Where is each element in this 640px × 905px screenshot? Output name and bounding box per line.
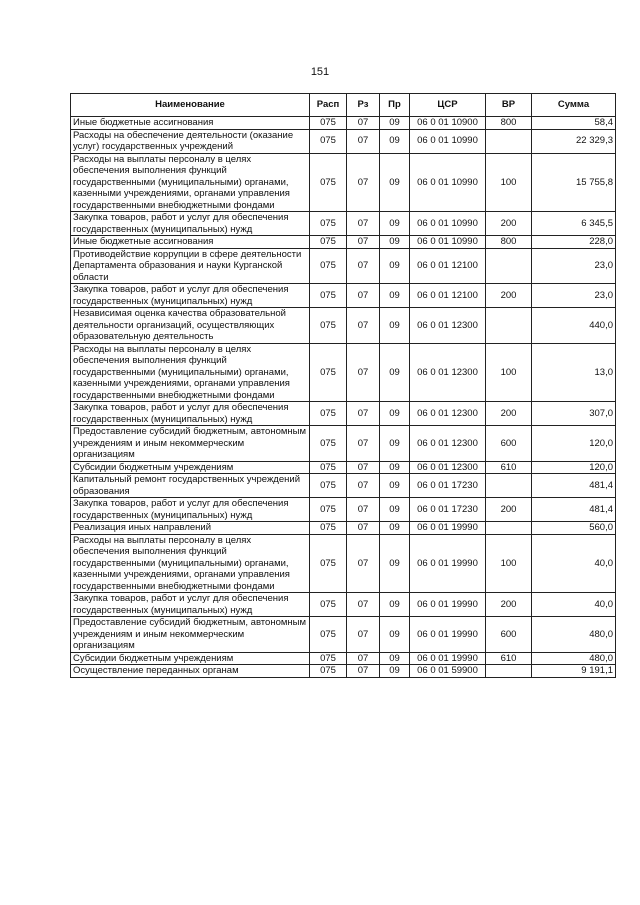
cell-csr: 06 0 01 12100	[410, 248, 486, 284]
cell-csr: 06 0 01 19990	[410, 652, 486, 665]
cell-pr: 09	[380, 534, 410, 593]
table-header-row	[71, 94, 616, 117]
cell-csr: 06 0 01 10990	[410, 153, 486, 212]
cell-vr	[486, 474, 532, 498]
cell-name: Расходы на выплаты персоналу в целях обеспечения выполнения функций государственными (муниципальными) органами, казенными учреждениями, органами управления государственными внебюджетными фондами	[71, 534, 310, 593]
cell-name: Иные бюджетные ассигнования	[71, 117, 310, 130]
cell-csr: 06 0 01 12300	[410, 402, 486, 426]
table-row	[71, 117, 616, 130]
cell-csr: 06 0 01 59900	[410, 665, 486, 678]
cell-pr: 09	[380, 343, 410, 402]
cell-sum: 13,0	[532, 343, 616, 402]
cell-rasp: 075	[310, 534, 347, 593]
cell-pr: 09	[380, 665, 410, 678]
cell-rz: 07	[347, 402, 380, 426]
table-row	[71, 652, 616, 665]
cell-pr: 09	[380, 248, 410, 284]
cell-rz: 07	[347, 522, 380, 535]
cell-pr: 09	[380, 284, 410, 308]
table-row	[71, 474, 616, 498]
cell-sum: 23,0	[532, 284, 616, 308]
header-vr: ВР	[486, 94, 532, 117]
cell-csr: 06 0 01 17230	[410, 498, 486, 522]
cell-rasp: 075	[310, 343, 347, 402]
cell-sum: 480,0	[532, 617, 616, 653]
cell-sum: 23,0	[532, 248, 616, 284]
cell-rasp: 075	[310, 129, 347, 153]
cell-sum: 22 329,3	[532, 129, 616, 153]
cell-csr: 06 0 01 19990	[410, 593, 486, 617]
table-row	[71, 236, 616, 249]
cell-rasp: 075	[310, 153, 347, 212]
cell-rz: 07	[347, 652, 380, 665]
table-row	[71, 593, 616, 617]
cell-vr: 100	[486, 534, 532, 593]
cell-name: Закупка товаров, работ и услуг для обеспечения государственных (муниципальных) нужд	[71, 498, 310, 522]
cell-name: Расходы на выплаты персоналу в целях обеспечения выполнения функций государственными (муниципальными) органами, казенными учреждениями, органами управления государственными внебюджетными фондами	[71, 153, 310, 212]
cell-vr: 800	[486, 117, 532, 130]
header-name: Наименование	[71, 94, 310, 117]
cell-csr: 06 0 01 10900	[410, 117, 486, 130]
cell-rasp: 075	[310, 284, 347, 308]
cell-vr	[486, 665, 532, 678]
cell-name: Предоставление субсидий бюджетным, автономным учреждениям и иным некоммерческим организациям	[71, 617, 310, 653]
table-row	[71, 498, 616, 522]
cell-sum: 480,0	[532, 652, 616, 665]
cell-rz: 07	[347, 284, 380, 308]
cell-rz: 07	[347, 248, 380, 284]
cell-pr: 09	[380, 426, 410, 462]
cell-csr: 06 0 01 12300	[410, 308, 486, 344]
cell-rasp: 075	[310, 426, 347, 462]
cell-pr: 09	[380, 617, 410, 653]
cell-csr: 06 0 01 12300	[410, 426, 486, 462]
cell-vr	[486, 248, 532, 284]
cell-name: Расходы на обеспечение деятельности (оказание услуг) государственных учреждений	[71, 129, 310, 153]
cell-sum: 481,4	[532, 474, 616, 498]
cell-csr: 06 0 01 10990	[410, 129, 486, 153]
cell-rz: 07	[347, 117, 380, 130]
header-rz: Рз	[347, 94, 380, 117]
cell-name: Противодействие коррупции в сфере деятельности Департамента образования и науки Курганской области	[71, 248, 310, 284]
cell-sum: 481,4	[532, 498, 616, 522]
table-row	[71, 284, 616, 308]
table-row	[71, 343, 616, 402]
cell-vr: 610	[486, 461, 532, 474]
cell-rasp: 075	[310, 212, 347, 236]
table-row	[71, 129, 616, 153]
table-row	[71, 153, 616, 212]
cell-pr: 09	[380, 129, 410, 153]
cell-pr: 09	[380, 522, 410, 535]
table-row	[71, 402, 616, 426]
table-row	[71, 308, 616, 344]
cell-rz: 07	[347, 534, 380, 593]
cell-csr: 06 0 01 19990	[410, 534, 486, 593]
cell-vr: 200	[486, 402, 532, 426]
cell-sum: 9 191,1	[532, 665, 616, 678]
budget-table	[70, 93, 616, 678]
cell-pr: 09	[380, 474, 410, 498]
cell-rasp: 075	[310, 652, 347, 665]
cell-rasp: 075	[310, 665, 347, 678]
table-row	[71, 248, 616, 284]
cell-pr: 09	[380, 236, 410, 249]
cell-vr	[486, 522, 532, 535]
cell-pr: 09	[380, 212, 410, 236]
cell-rz: 07	[347, 665, 380, 678]
cell-csr: 06 0 01 19990	[410, 617, 486, 653]
table-row	[71, 461, 616, 474]
cell-sum: 40,0	[532, 593, 616, 617]
cell-rasp: 075	[310, 402, 347, 426]
cell-rasp: 075	[310, 308, 347, 344]
cell-vr: 100	[486, 153, 532, 212]
cell-sum: 40,0	[532, 534, 616, 593]
cell-rz: 07	[347, 236, 380, 249]
cell-pr: 09	[380, 498, 410, 522]
table-row	[71, 665, 616, 678]
header-pr: Пр	[380, 94, 410, 117]
cell-sum: 307,0	[532, 402, 616, 426]
cell-pr: 09	[380, 153, 410, 212]
table-row	[71, 212, 616, 236]
header-csr: ЦСР	[410, 94, 486, 117]
cell-vr: 200	[486, 498, 532, 522]
table-row	[71, 617, 616, 653]
cell-pr: 09	[380, 402, 410, 426]
table-row	[71, 522, 616, 535]
cell-csr: 06 0 01 12300	[410, 461, 486, 474]
cell-sum: 6 345,5	[532, 212, 616, 236]
cell-name: Закупка товаров, работ и услуг для обеспечения государственных (муниципальных) нужд	[71, 284, 310, 308]
cell-rz: 07	[347, 212, 380, 236]
cell-vr: 600	[486, 426, 532, 462]
cell-vr: 600	[486, 617, 532, 653]
cell-name: Реализация иных направлений	[71, 522, 310, 535]
cell-rz: 07	[347, 474, 380, 498]
cell-name: Предоставление субсидий бюджетным, автономным учреждениям и иным некоммерческим организациям	[71, 426, 310, 462]
page-number: 151	[310, 66, 330, 78]
header-rasp: Расп	[310, 94, 347, 117]
cell-rz: 07	[347, 129, 380, 153]
cell-sum: 560,0	[532, 522, 616, 535]
cell-csr: 06 0 01 12300	[410, 343, 486, 402]
cell-name: Независимая оценка качества образовательной деятельности организаций, осуществляющих образовательную деятельность	[71, 308, 310, 344]
cell-rz: 07	[347, 308, 380, 344]
cell-vr	[486, 308, 532, 344]
cell-rz: 07	[347, 461, 380, 474]
cell-rasp: 075	[310, 522, 347, 535]
table-row	[71, 534, 616, 593]
cell-rasp: 075	[310, 593, 347, 617]
cell-pr: 09	[380, 593, 410, 617]
cell-rasp: 075	[310, 248, 347, 284]
table-row	[71, 426, 616, 462]
cell-sum: 120,0	[532, 461, 616, 474]
cell-vr: 200	[486, 212, 532, 236]
cell-rasp: 075	[310, 236, 347, 249]
cell-name: Закупка товаров, работ и услуг для обеспечения государственных (муниципальных) нужд	[71, 212, 310, 236]
cell-name: Иные бюджетные ассигнования	[71, 236, 310, 249]
cell-sum: 228,0	[532, 236, 616, 249]
cell-name: Капитальный ремонт государственных учреждений образования	[71, 474, 310, 498]
cell-pr: 09	[380, 117, 410, 130]
cell-pr: 09	[380, 461, 410, 474]
header-sum: Сумма	[532, 94, 616, 117]
cell-pr: 09	[380, 652, 410, 665]
cell-vr	[486, 129, 532, 153]
cell-name: Субсидии бюджетным учреждениям	[71, 652, 310, 665]
cell-vr: 610	[486, 652, 532, 665]
cell-sum: 120,0	[532, 426, 616, 462]
cell-rz: 07	[347, 343, 380, 402]
cell-rz: 07	[347, 153, 380, 212]
cell-name: Расходы на выплаты персоналу в целях обеспечения выполнения функций государственными (муниципальными) органами, казенными учреждениями, органами управления государственными внебюджетными фондами	[71, 343, 310, 402]
cell-sum: 440,0	[532, 308, 616, 344]
cell-csr: 06 0 01 10990	[410, 236, 486, 249]
cell-csr: 06 0 01 19990	[410, 522, 486, 535]
cell-rasp: 075	[310, 498, 347, 522]
cell-csr: 06 0 01 12100	[410, 284, 486, 308]
cell-pr: 09	[380, 308, 410, 344]
cell-name: Закупка товаров, работ и услуг для обеспечения государственных (муниципальных) нужд	[71, 402, 310, 426]
cell-vr: 200	[486, 284, 532, 308]
cell-rz: 07	[347, 593, 380, 617]
cell-name: Закупка товаров, работ и услуг для обеспечения государственных (муниципальных) нужд	[71, 593, 310, 617]
cell-sum: 15 755,8	[532, 153, 616, 212]
cell-rasp: 075	[310, 117, 347, 130]
cell-rasp: 075	[310, 461, 347, 474]
cell-rz: 07	[347, 498, 380, 522]
cell-vr: 200	[486, 593, 532, 617]
cell-name: Осуществление переданных органам	[71, 665, 310, 678]
cell-rasp: 075	[310, 474, 347, 498]
cell-sum: 58,4	[532, 117, 616, 130]
cell-csr: 06 0 01 10990	[410, 212, 486, 236]
cell-vr: 100	[486, 343, 532, 402]
cell-rz: 07	[347, 426, 380, 462]
cell-vr: 800	[486, 236, 532, 249]
cell-csr: 06 0 01 17230	[410, 474, 486, 498]
cell-rz: 07	[347, 617, 380, 653]
cell-name: Субсидии бюджетным учреждениям	[71, 461, 310, 474]
cell-rasp: 075	[310, 617, 347, 653]
